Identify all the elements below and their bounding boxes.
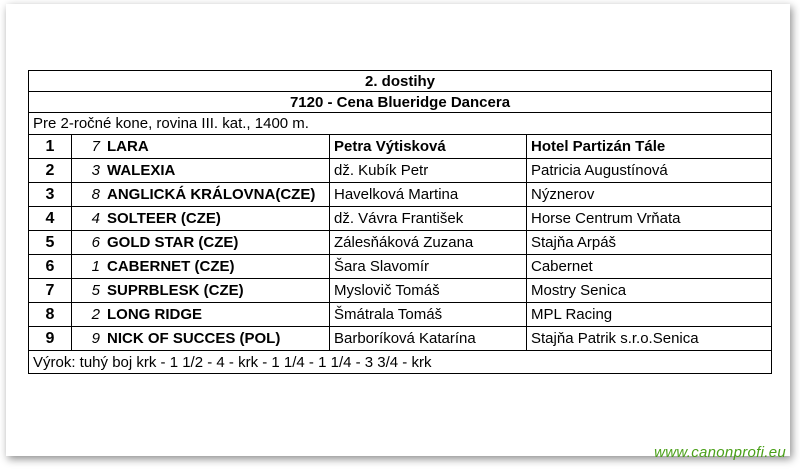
horse-name-cell: LONG RIDGE (103, 303, 330, 327)
owner-cell: Patricia Augustínová (527, 159, 772, 183)
place-cell: 4 (29, 207, 72, 231)
jockey-cell: Myslovič Tomáš (330, 279, 527, 303)
owner-cell: Nýznerov (527, 183, 772, 207)
race-results-table (28, 70, 772, 374)
owner-cell: Mostry Senica (527, 279, 772, 303)
place-cell: 6 (29, 255, 72, 279)
start-number-cell: 6 (72, 231, 104, 255)
horse-name-cell: NICK OF SUCCES (POL) (103, 327, 330, 351)
place-cell: 5 (29, 231, 72, 255)
result-row (29, 255, 772, 279)
owner-cell: MPL Racing (527, 303, 772, 327)
start-number-cell: 7 (72, 135, 104, 159)
jockey-cell: Šara Slavomír (330, 255, 527, 279)
start-number-cell: 2 (72, 303, 104, 327)
start-number-cell: 9 (72, 327, 104, 351)
start-number-cell: 8 (72, 183, 104, 207)
horse-name-cell: CABERNET (CZE) (103, 255, 330, 279)
jockey-cell: Barboríková Katarína (330, 327, 527, 351)
horse-name-cell: SUPRBLESK (CZE) (103, 279, 330, 303)
race-conditions-row (29, 113, 772, 135)
jockey-cell: dž. Kubík Petr (330, 159, 527, 183)
horse-name-cell: WALEXIA (103, 159, 330, 183)
result-row (29, 303, 772, 327)
result-row (29, 207, 772, 231)
watermark: www.canonprofi.eu (654, 444, 786, 461)
race-heading: 2. dostihy (29, 71, 772, 92)
jockey-cell: Zálesňáková Zuzana (330, 231, 527, 255)
jockey-cell: Havelková Martina (330, 183, 527, 207)
horse-name-cell: LARA (103, 135, 330, 159)
place-cell: 2 (29, 159, 72, 183)
owner-cell: Cabernet (527, 255, 772, 279)
race-heading-row (29, 71, 772, 92)
start-number-cell: 4 (72, 207, 104, 231)
owner-cell: Stajňa Arpáš (527, 231, 772, 255)
owner-cell: Stajňa Patrik s.r.o.Senica (527, 327, 772, 351)
result-row (29, 159, 772, 183)
jockey-cell: Šmátrala Tomáš (330, 303, 527, 327)
result-row (29, 279, 772, 303)
result-row (29, 231, 772, 255)
jockey-cell: Petra Výtisková (330, 135, 527, 159)
verdict-text: Výrok: tuhý boj krk - 1 1/2 - 4 - krk - 1 1/4 - 1 1/4 - 3 3/4 - krk (29, 351, 772, 374)
start-number-cell: 3 (72, 159, 104, 183)
owner-cell: Horse Centrum Vrňata (527, 207, 772, 231)
place-cell: 3 (29, 183, 72, 207)
horse-name-cell: SOLTEER (CZE) (103, 207, 330, 231)
result-row (29, 327, 772, 351)
owner-cell: Hotel Partizán Tále (527, 135, 772, 159)
race-title-row (29, 92, 772, 113)
result-row (29, 183, 772, 207)
horse-name-cell: ANGLICKÁ KRÁLOVNA(CZE) (103, 183, 330, 207)
place-cell: 9 (29, 327, 72, 351)
race-conditions: Pre 2-ročné kone, rovina III. kat., 1400 m. (29, 113, 772, 135)
place-cell: 7 (29, 279, 72, 303)
race-title: 7120 - Cena Blueridge Dancera (29, 92, 772, 113)
place-cell: 1 (29, 135, 72, 159)
result-row (29, 135, 772, 159)
jockey-cell: dž. Vávra František (330, 207, 527, 231)
place-cell: 8 (29, 303, 72, 327)
start-number-cell: 1 (72, 255, 104, 279)
verdict-row (29, 351, 772, 374)
start-number-cell: 5 (72, 279, 104, 303)
horse-name-cell: GOLD STAR (CZE) (103, 231, 330, 255)
